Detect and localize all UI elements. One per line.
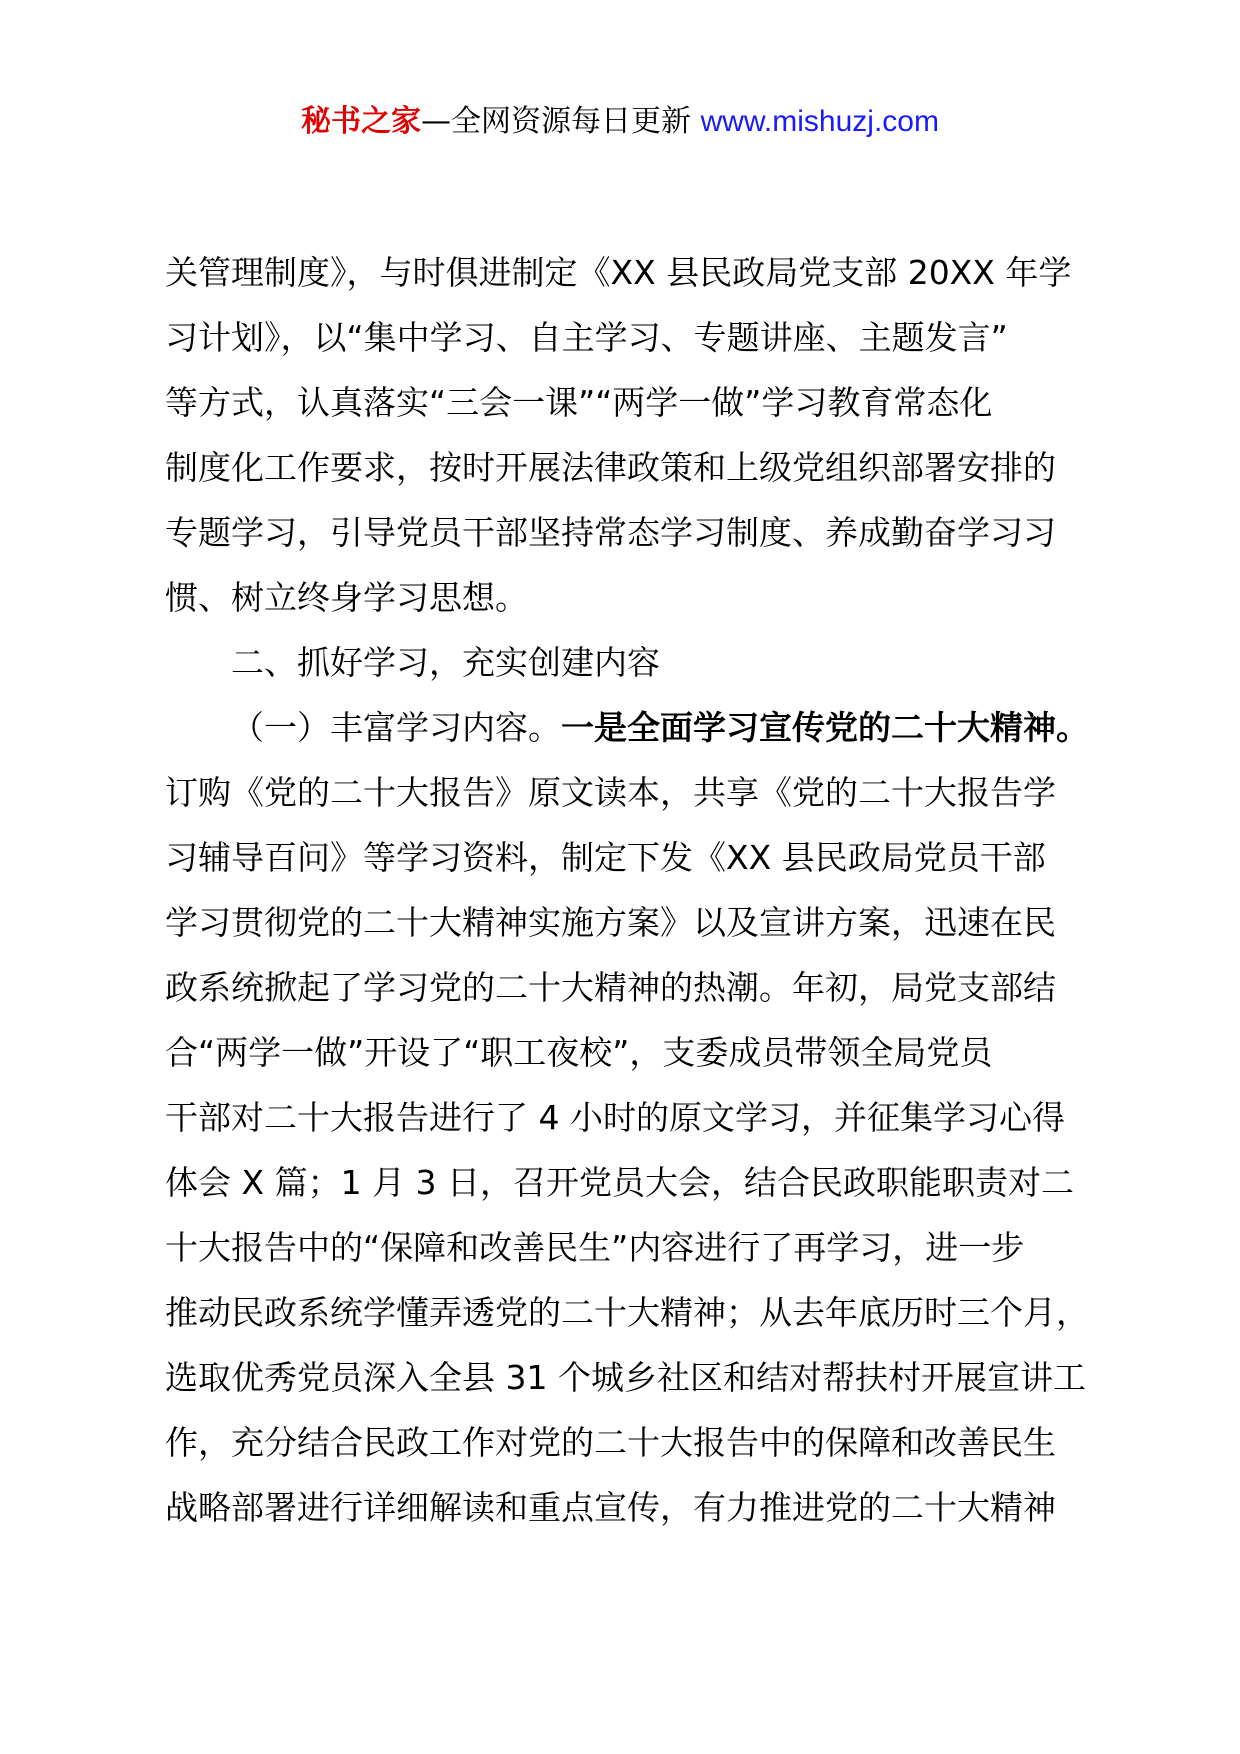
text-line: 合“两学一做”开设了“职工夜校”，支委成员带领全局党员 bbox=[165, 1033, 993, 1072]
text-line: 十大报告中的“保障和改善民生”内容进行了再学习，进一步 bbox=[165, 1228, 1025, 1267]
subsection-lead: 一是全面学习宣传党的二十大精神。 bbox=[561, 708, 1089, 747]
text-line: 战略部署进行详细解读和重点宣传，有力推进党的二十大精神 bbox=[165, 1488, 1056, 1527]
text-line: 关管理制度》，与时俱进制定《XX 县民政局党支部 20XX 年学 bbox=[165, 253, 1072, 292]
text-line: 体会 X 篇；1 月 3 日，召开党员大会，结合民政职能职责对二 bbox=[165, 1163, 1075, 1202]
text-line: 学习贯彻党的二十大精神实施方案》以及宣讲方案，迅速在民 bbox=[165, 903, 1056, 942]
text-line: 惯、树立终身学习思想。 bbox=[165, 578, 528, 617]
text-line: 干部对二十大报告进行了 4 小时的原文学习，并征集学习心得 bbox=[165, 1098, 1065, 1137]
header-tagline: —全网资源每日更新 bbox=[421, 104, 692, 139]
section-heading: 二、抓好学习，充实创建内容 bbox=[231, 643, 660, 682]
page-header bbox=[0, 100, 1240, 144]
text-line: 习辅导百问》等学习资料，制定下发《XX 县民政局党员干部 bbox=[165, 838, 1046, 877]
website-link[interactable]: www.mishuzj.com bbox=[700, 105, 939, 138]
text-line: 制度化工作要求，按时开展法律政策和上级党组织部署安排的 bbox=[165, 448, 1056, 487]
document-body bbox=[165, 240, 1125, 1540]
subsection-title: （一）丰富学习内容。 bbox=[231, 708, 561, 747]
text-line: 作，充分结合民政工作对党的二十大报告中的保障和改善民生 bbox=[165, 1423, 1056, 1462]
subsection-heading bbox=[165, 695, 1125, 760]
text-line: 习计划》，以“集中学习、自主学习、专题讲座、主题发言” bbox=[165, 318, 1008, 357]
text-line: 政系统掀起了学习党的二十大精神的热潮。年初，局党支部结 bbox=[165, 968, 1056, 1007]
text-line: 专题学习，引导党员干部坚持常态学习制度、养成勤奋学习习 bbox=[165, 513, 1056, 552]
text-line: 订购《党的二十大报告》原文读本，共享《党的二十大报告学 bbox=[165, 773, 1056, 812]
brand-name: 秘书之家 bbox=[301, 104, 422, 139]
text-line: 推动民政系统学懂弄透党的二十大精神；从去年底历时三个月， bbox=[165, 1293, 1089, 1332]
text-line: 等方式，认真落实“三会一课”“两学一做”学习教育常态化 bbox=[165, 383, 993, 422]
text-line: 选取优秀党员深入全县 31 个城乡社区和结对帮扶村开展宣讲工 bbox=[165, 1358, 1086, 1397]
